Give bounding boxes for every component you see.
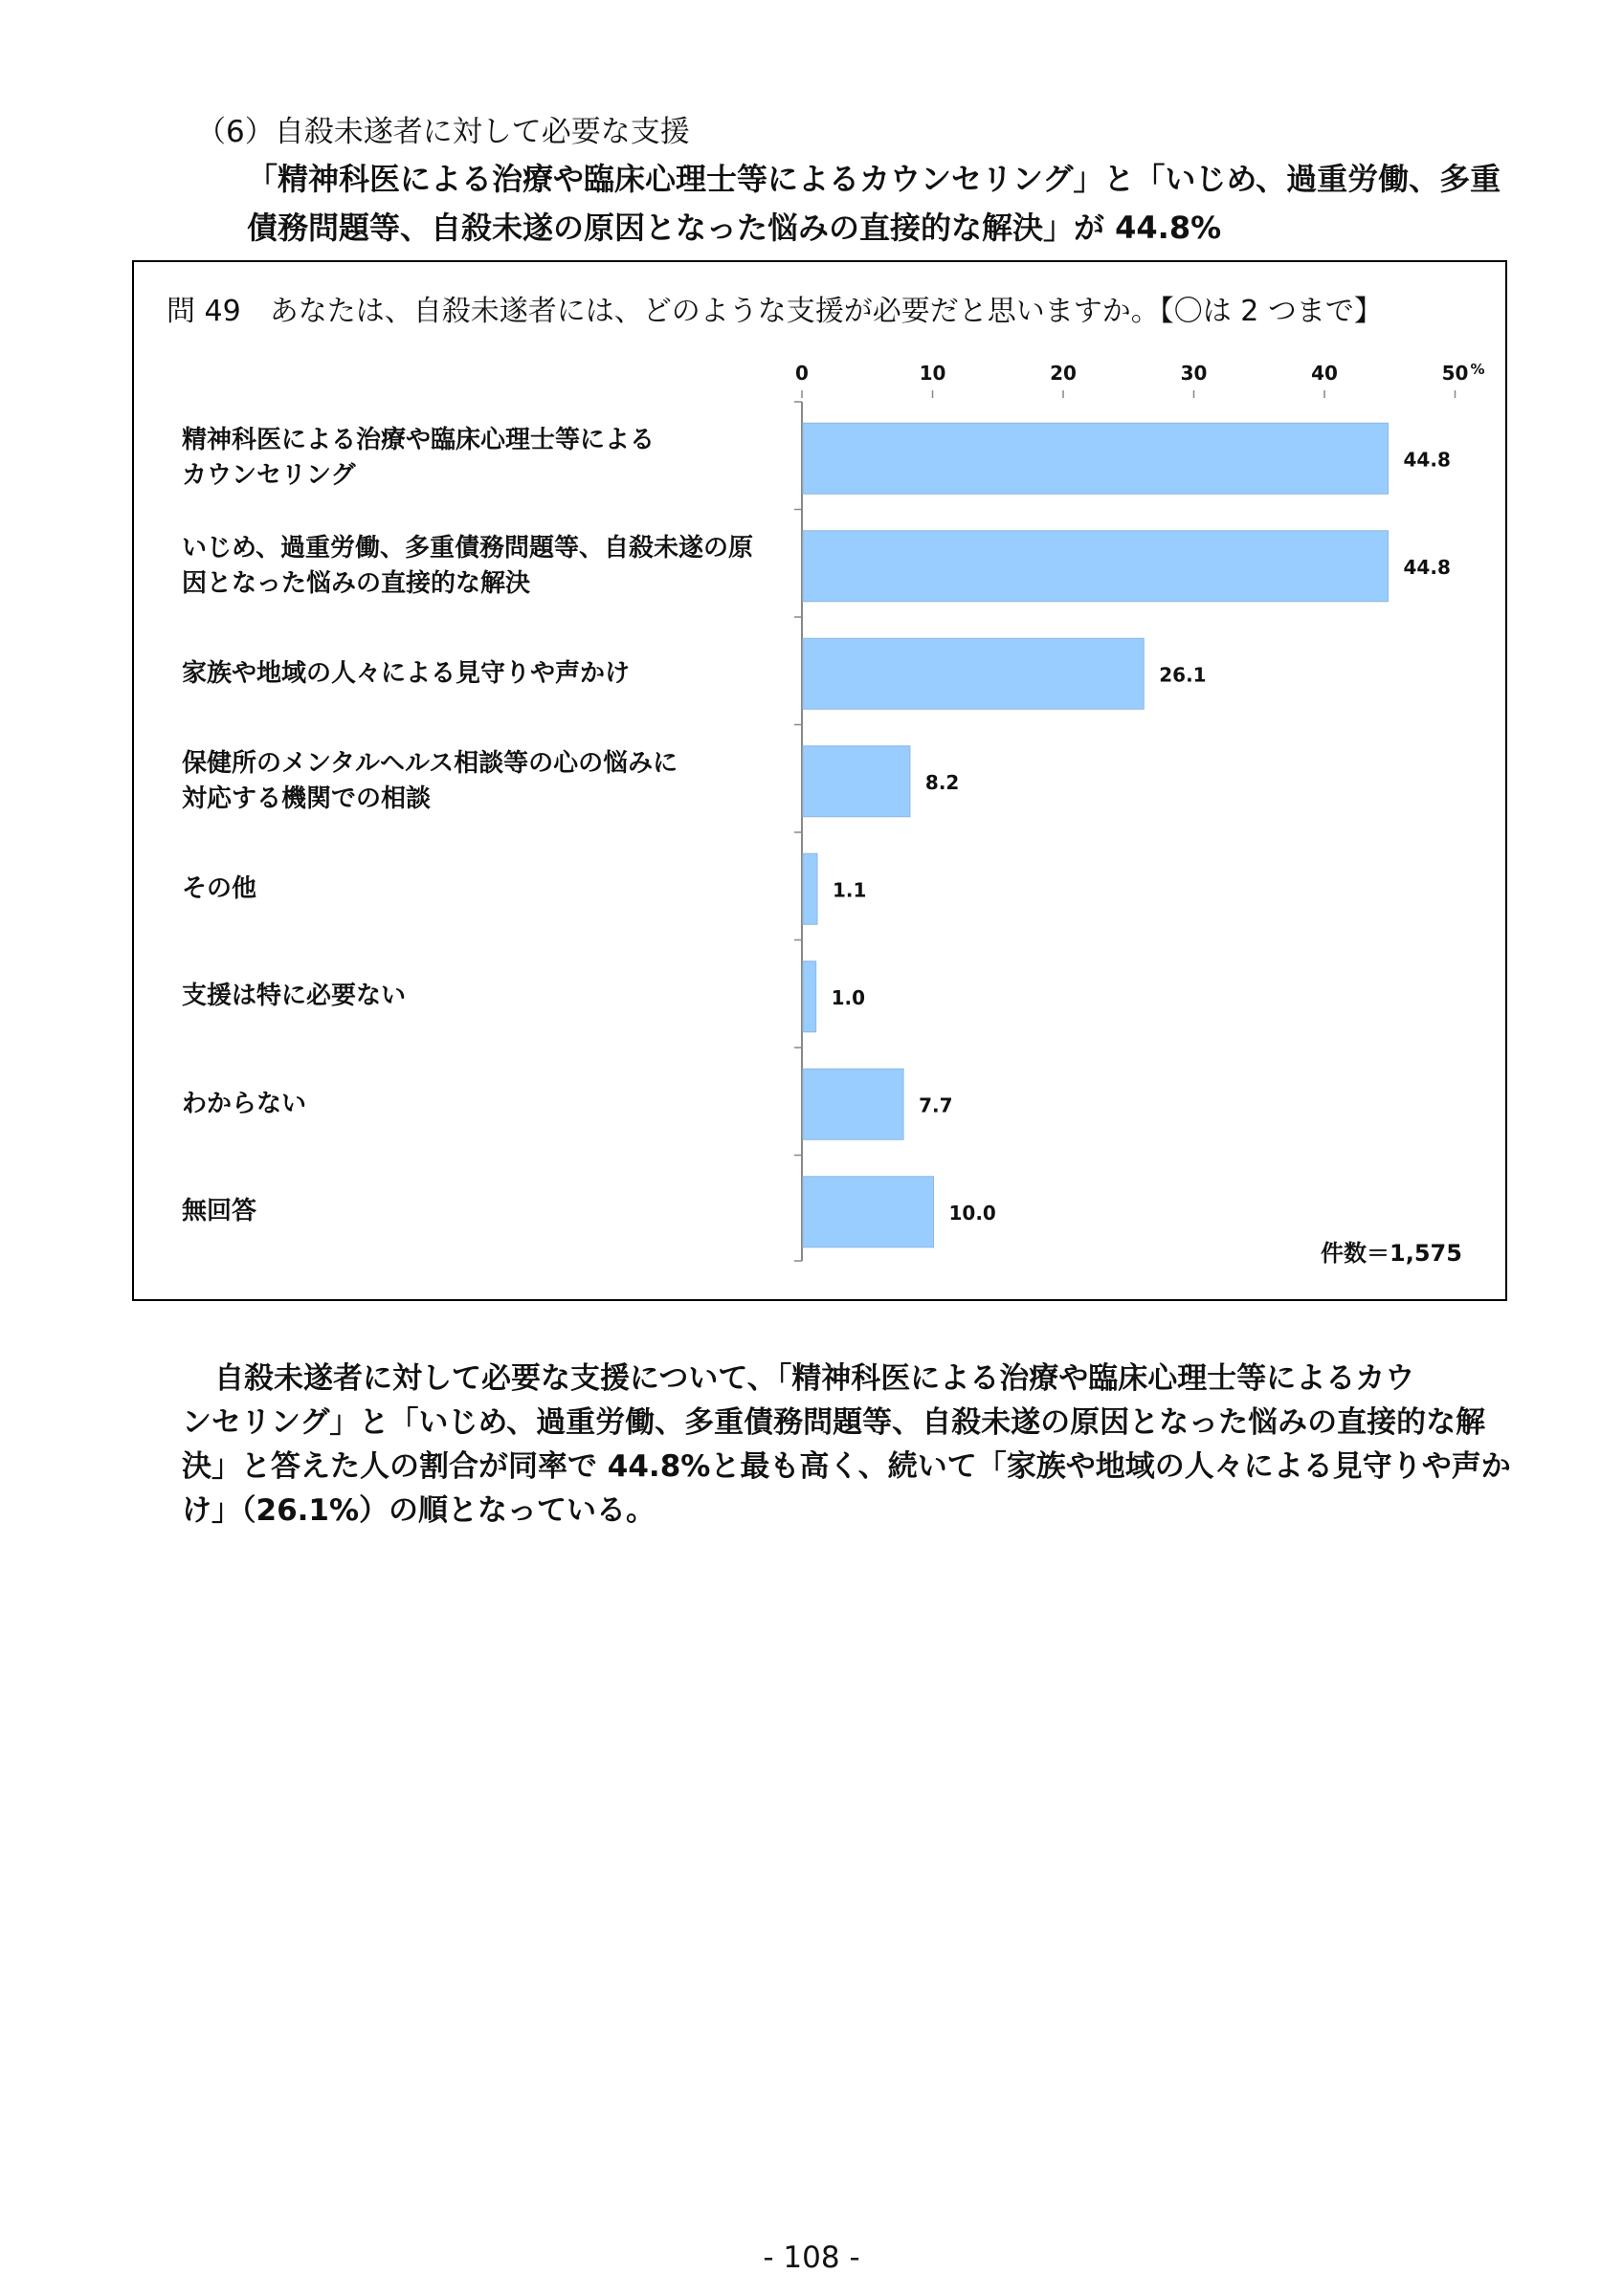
bar-value-label: 10.0 — [948, 1201, 996, 1225]
body-line-4: け」（26.1%）の順となっている。 — [182, 1493, 656, 1528]
category-label: その他 — [182, 873, 257, 903]
bar-value-label: 26.1 — [1159, 663, 1207, 687]
bar — [803, 423, 1389, 494]
bar-value-label: 44.8 — [1403, 448, 1451, 472]
category-label: 無回答 — [182, 1197, 257, 1226]
body-line-1: 自殺未遂者に対して必要な支援について、「精神科医による治療や臨床心理士等によるカウ — [214, 1361, 1415, 1396]
category-label: 精神科医による治療や臨床心理士等による カウンセリング — [182, 426, 656, 491]
category-label: いじめ、過重労働、多重債務問題等、自殺未遂の原 因となった悩みの直接的な解決 — [182, 533, 753, 598]
axis-tick-label: 50 — [1441, 362, 1469, 385]
bar-value-label: 1.0 — [831, 985, 866, 1009]
category-label: 支援は特に必要ない — [182, 982, 407, 1011]
axis-tick-label: 0 — [795, 362, 809, 385]
response-count: 件数＝1,575 — [1321, 1240, 1462, 1267]
bar-value-label: 7.7 — [919, 1093, 953, 1117]
bar — [803, 746, 910, 817]
axis-tick-label: 10 — [919, 362, 946, 385]
summary-line-1: 「精神科医による治療や臨床心理士等によるカウンセリング」と「いじめ、過重労働、多重 — [247, 161, 1501, 197]
axis-tick-label: 20 — [1050, 362, 1077, 385]
bar — [803, 961, 816, 1032]
axis-tick-label: 30 — [1180, 362, 1208, 385]
page-number: - 108 - — [763, 2241, 860, 2275]
axis-unit-label: % — [1470, 361, 1485, 378]
body-paragraph — [182, 1357, 1511, 1533]
bar-value-label: 44.8 — [1403, 555, 1451, 579]
bar-value-label: 1.1 — [833, 878, 867, 902]
category-label: わからない — [182, 1089, 307, 1118]
bar — [803, 853, 817, 924]
bar-value-label: 8.2 — [924, 770, 960, 794]
bar — [803, 638, 1144, 709]
question-text: 問 49 あなたは、自殺未遂者には、どのような支援が必要だと思いますか。【〇は 2 つまで】 — [167, 295, 1383, 328]
category-label: 家族や地域の人々による見守りや声かけ — [182, 658, 631, 688]
section-heading: （6）自殺未遂者に対して必要な支援 — [196, 115, 690, 149]
category-label: 保健所のメンタルヘルス相談等の心の悩みに 対応する機関での相談 — [182, 748, 678, 813]
axis-tick-label: 40 — [1311, 362, 1338, 385]
summary-line-2: 債務問題等、自殺未遂の原因となった悩みの直接的な解決」が 44.8% — [247, 210, 1222, 246]
body-line-2: ンセリング」と「いじめ、過重労働、多重債務問題等、自殺未遂の原因となった悩みの直接的な解 — [182, 1405, 1486, 1440]
body-line-3: 決」と答えた人の割合が同率で 44.8%と最も高く、続いて「家族や地域の人々による見守りや声か — [182, 1449, 1511, 1484]
bar — [803, 1069, 903, 1139]
bar — [803, 531, 1389, 602]
bar — [803, 1177, 934, 1247]
